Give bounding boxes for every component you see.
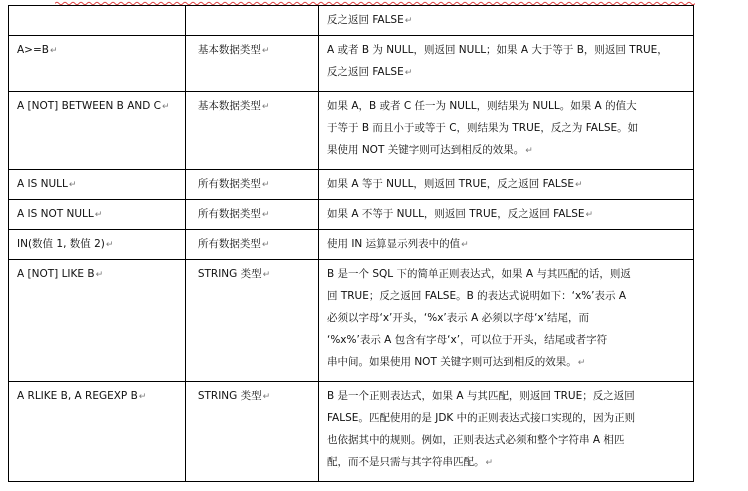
types-text: STRING 类型 xyxy=(197,390,262,402)
description-text: A 或者 B 为 NULL，则返回 NULL；如果 A 大于等于 B，则返回 TRUE， xyxy=(326,44,668,56)
description-line xyxy=(327,351,687,374)
operator-text: A RLIKE B, A REGEXP B xyxy=(17,390,138,402)
paragraph-mark-icon: ↵ xyxy=(94,210,103,220)
description-line xyxy=(327,95,687,117)
description-line xyxy=(327,61,687,84)
description-line xyxy=(327,407,687,429)
table-row xyxy=(9,92,694,170)
description-text: 也依据其中的规则。例如，正则表达式必须和整个字符串 A 相匹 xyxy=(326,434,625,446)
operator-text: A [NOT] BETWEEN B AND C xyxy=(17,100,162,112)
operator-text: A IS NOT NULL xyxy=(17,208,94,220)
description-cell xyxy=(318,6,693,36)
description-line xyxy=(327,385,687,407)
description-line xyxy=(327,285,687,307)
description-cell xyxy=(318,200,693,230)
description-text: 配，而不是只需与其字符串匹配。 xyxy=(326,456,485,468)
operator-cell xyxy=(9,260,186,382)
paragraph-mark-icon: ↵ xyxy=(95,270,104,280)
paragraph-mark-icon: ↵ xyxy=(138,392,147,402)
description-text: 串中间。如果使用 NOT 关键字则可达到相反的效果。 xyxy=(326,356,577,368)
paragraph-mark-icon: ↵ xyxy=(162,102,170,112)
description-line xyxy=(327,203,687,226)
operator-cell xyxy=(9,6,186,36)
types-text: 所有数据类型 xyxy=(197,238,261,250)
operator-cell xyxy=(9,92,186,170)
description-line xyxy=(327,263,687,285)
paragraph-mark-icon: ↵ xyxy=(261,46,270,56)
paragraph-mark-icon: ↵ xyxy=(261,180,270,190)
description-line xyxy=(327,39,687,61)
paragraph-mark-icon: ↵ xyxy=(261,210,270,220)
types-cell xyxy=(185,260,318,382)
types-text: 基本数据类型 xyxy=(197,100,261,112)
description-text: ‘%x%’表示 A 包含有字母‘x’，可以位于开头，结尾或者字符 xyxy=(326,334,608,346)
description-line xyxy=(327,233,687,256)
types-cell xyxy=(185,6,318,36)
paragraph-mark-icon: ↵ xyxy=(49,46,58,56)
table-row xyxy=(9,230,694,260)
description-cell xyxy=(318,92,693,170)
types-text: 所有数据类型 xyxy=(197,208,261,220)
operator-text: A [NOT] LIKE B xyxy=(17,268,95,280)
description-text: 于等于 B 而且小于或等于 C，则结果为 TRUE，反之为 FALSE。如 xyxy=(326,122,639,134)
table-row xyxy=(9,36,694,92)
operators-table xyxy=(8,5,694,482)
types-text: 基本数据类型 xyxy=(197,44,261,56)
paragraph-mark-icon: ↵ xyxy=(262,270,271,280)
description-line xyxy=(327,429,687,451)
description-line xyxy=(327,139,687,162)
table-row xyxy=(9,382,694,482)
types-cell xyxy=(185,92,318,170)
description-line xyxy=(327,329,687,351)
table-row xyxy=(9,200,694,230)
operator-text: A>=B xyxy=(17,44,49,56)
description-text: B 是一个 SQL 下的简单正则表达式，如果 A 与其匹配的话，则返 xyxy=(326,268,631,280)
types-cell xyxy=(185,36,318,92)
operator-cell xyxy=(9,36,186,92)
paragraph-mark-icon: ↵ xyxy=(585,210,594,220)
types-cell xyxy=(185,200,318,230)
paragraph-mark-icon: ↵ xyxy=(575,180,583,190)
table-row xyxy=(9,6,694,36)
operator-cell xyxy=(9,230,186,260)
paragraph-mark-icon: ↵ xyxy=(261,102,270,112)
operator-cell xyxy=(9,170,186,200)
description-cell xyxy=(318,260,693,382)
paragraph-mark-icon: ↵ xyxy=(404,68,413,78)
description-cell xyxy=(318,36,693,92)
description-text: 反之返回 FALSE xyxy=(326,66,404,78)
paragraph-mark-icon: ↵ xyxy=(525,146,533,156)
description-line xyxy=(327,307,687,329)
table-row xyxy=(9,260,694,382)
operator-cell xyxy=(9,382,186,482)
types-cell xyxy=(185,170,318,200)
paragraph-mark-icon: ↵ xyxy=(262,392,271,402)
types-text: STRING 类型 xyxy=(197,268,262,280)
description-text: B 是一个正则表达式，如果 A 与其匹配，则返回 TRUE；反之返回 xyxy=(326,390,635,402)
description-text: 如果 A，B 或者 C 任一为 NULL，则结果为 NULL。如果 A 的值大 xyxy=(326,100,637,112)
paragraph-mark-icon: ↵ xyxy=(485,458,494,468)
description-line xyxy=(327,9,687,32)
operator-text: A IS NULL xyxy=(17,178,68,190)
operators-table-body xyxy=(9,6,694,482)
operator-cell xyxy=(9,200,186,230)
paragraph-mark-icon: ↵ xyxy=(404,16,413,26)
description-cell xyxy=(318,230,693,260)
table-row xyxy=(9,170,694,200)
description-text: 如果 A 等于 NULL，则返回 TRUE，反之返回 FALSE xyxy=(326,178,575,190)
paragraph-mark-icon: ↵ xyxy=(68,180,77,190)
operator-text: IN(数值 1, 数值 2) xyxy=(17,238,105,250)
description-text: 如果 A 不等于 NULL，则返回 TRUE，反之返回 FALSE xyxy=(326,208,585,220)
paragraph-mark-icon: ↵ xyxy=(105,240,114,250)
description-text: 使用 IN 运算显示列表中的值 xyxy=(326,238,461,250)
description-cell xyxy=(318,170,693,200)
description-line xyxy=(327,451,687,474)
description-line xyxy=(327,173,687,196)
description-text: 回 TRUE；反之返回 FALSE。B 的表达式说明如下：‘x%’表示 A xyxy=(326,290,627,302)
description-text: 果使用 NOT 关键字则可达到相反的效果。 xyxy=(326,144,525,156)
description-text: 反之返回 FALSE xyxy=(326,14,404,26)
description-text: 必须以字母‘x’开头，‘%x’表示 A 必须以字母‘x’结尾，而 xyxy=(326,312,589,324)
paragraph-mark-icon: ↵ xyxy=(577,358,586,368)
paragraph-mark-icon: ↵ xyxy=(461,240,469,250)
description-text: FALSE。匹配使用的是 JDK 中的正则表达式接口实现的，因为正则 xyxy=(326,412,636,424)
paragraph-mark-icon: ↵ xyxy=(261,240,270,250)
description-line xyxy=(327,117,687,139)
types-text: 所有数据类型 xyxy=(197,178,261,190)
types-cell xyxy=(185,382,318,482)
types-cell xyxy=(185,230,318,260)
description-cell xyxy=(318,382,693,482)
